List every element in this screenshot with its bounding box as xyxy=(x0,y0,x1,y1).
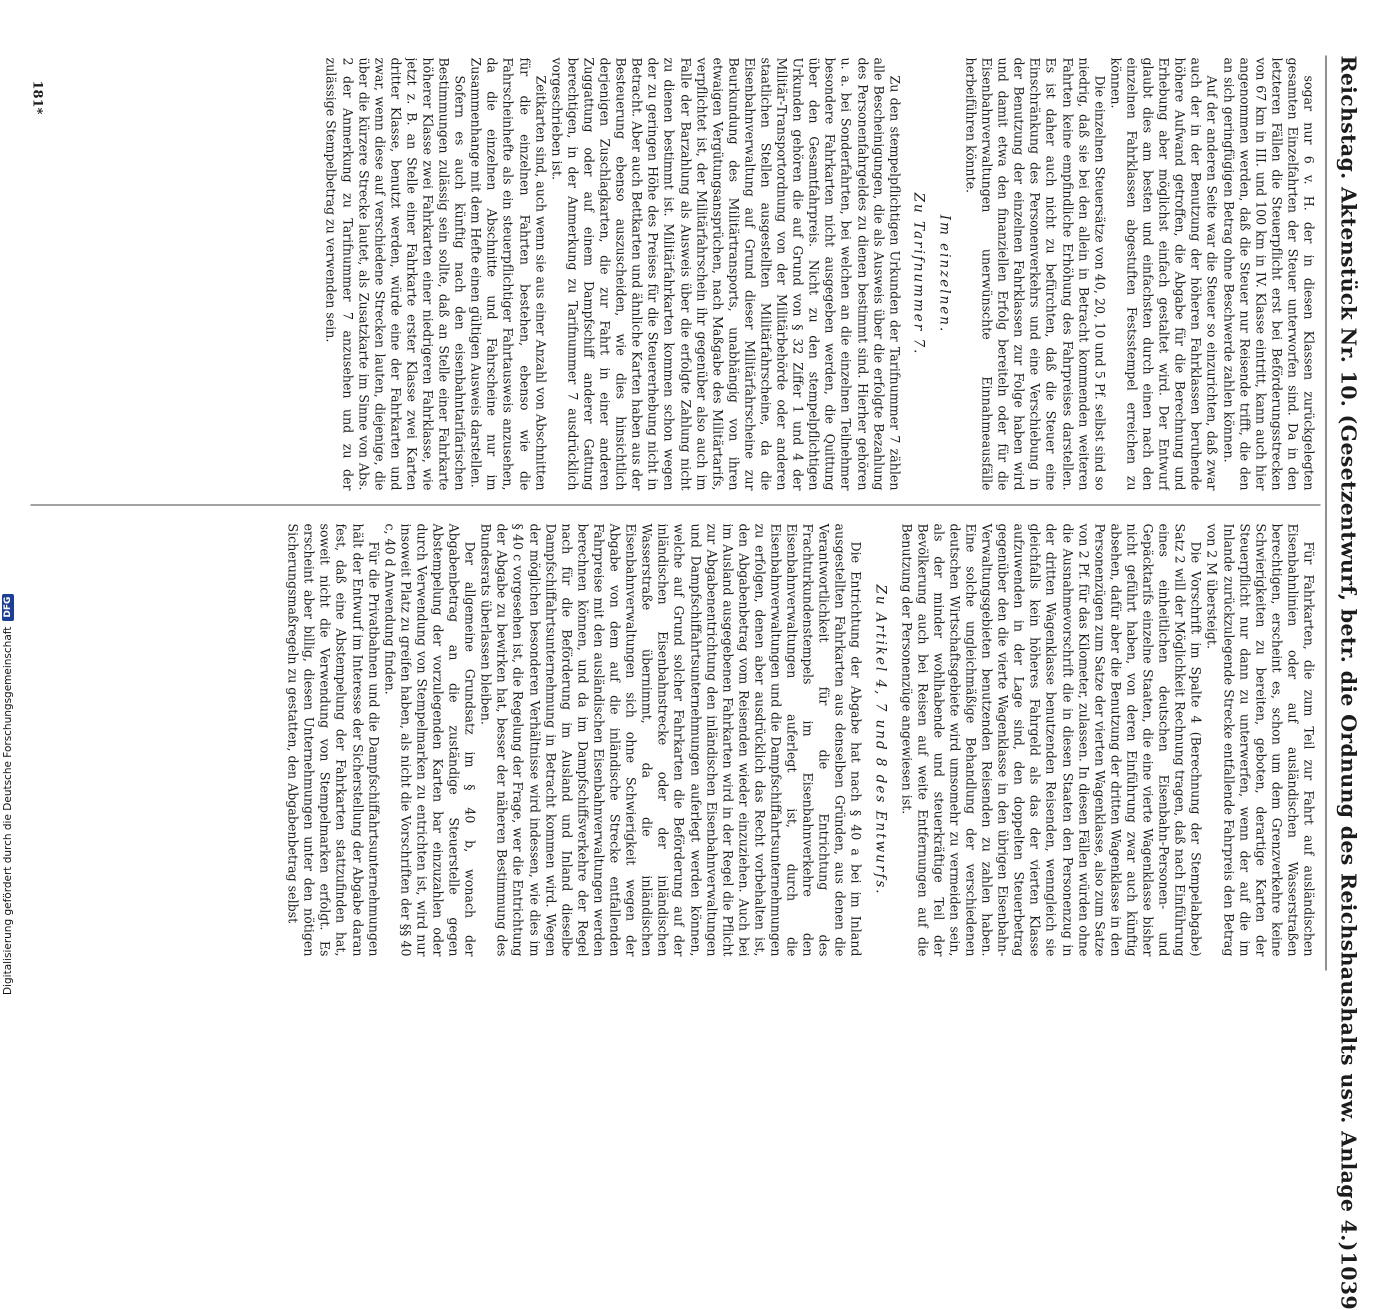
right-column xyxy=(2,524,1317,957)
header-page-number: 1039 xyxy=(1336,1251,1361,1310)
credit-text: Digitalisierung gefördert durch die Deutsche Forschungsgemeinschaft xyxy=(2,626,14,995)
dfg-logo: DFG xyxy=(2,594,14,621)
section-heading: Zu Tarifnummer 7. xyxy=(910,192,927,356)
paragraph: Die Vorschrift im Spalte 4 (Berechnung der Stempelabgabe) Satz 2 will der Möglichkeit Rechnung tragen, daß nach Einführung eines einheitlichen deutschen Eisenbahn-Personen- und Gepäcktarifs einzelne Staaten, die eine vierte Wagenklasse bisher nicht geführt haben, von deren Einführung zwar auch künftig absehen, dafür aber die Benutzung der dritten Wagenklasse in den Personenzügen zum Satze der vierten Wagenklasse, also zum Satze von 2 Pf. für das Kilometer, zulassen. In diesen Fällen würden ohne die Ausnahmevorschrift die in diesen Staaten den Personenzug in der dritten Wagenklasse benutzenden Reisenden, wenngleich sie gleichfalls kein höheres Fahrgeld als das der vierten Klasse aufzuwenden in der Lage sind, den doppelten Steuerbetrag gegenüber den die vierte Wagenklasse in den übrigen Eisenbahn-Verwaltungsgebieten benutzenden Reisenden zu zahlen haben. Eine solche ungleichmäßige Behandlung der verschiedenen deutschen Wirtschaftsgebiete wird umsomehr zu vermeiden sein, als der minder wohlhabende und steuerkräftige Teil der Bevölkerung auch bei Reisen auf weite Entfernungen auf die Benutzung der Personenzüge angewiesen ist. xyxy=(899,523,1204,957)
paragraph: Der allgemeine Grundsatz im § 40 b, wonach der Abgabenbetrag an die zuständige Steuerstelle gegen Abstempelung der vorzulegenden Karten bar einzuzahlen oder durch Verwendung von Stempelmarken zu entrichten ist, wird nur insoweit Platz zu greifen haben, als nicht die Vorschriften der §§ 40 c, 40 d Anwendung finden. xyxy=(382,523,478,957)
page-header xyxy=(1331,55,1361,1310)
paragraph: Zu den stempelpflichtigen Urkunden der Tarifnummer 7 zählen alle Bescheinigungen, die als Ausweis über die erfolgte Bezahlung des Personenfahrgeldes zu dienen bestimmt sind. Hierher gehören u. a. bei Sonderfahrten, bei welchen an die einzelnen Teilnehmer besondere Fahrkarten nicht ausgegeben werden, die Quittung über den Gesamtfahrpreis. Nicht zu den stempelpflichtigen Urkunden gehören die auf Grund von § 32 Ziffer 1 und 4 der Militär-Transportordnung von der Militärbehörde oder anderen staatlichen Stellen ausgestellten Militärfahrscheine, da die Eisenbahnverwaltung auf Grund dieser Militärfahrscheine zur Beurkundung des Militärtransports, unabhängig von ihren etwaigen Vergütungsansprüchen, nach Maßgabe des Militärtarifs, verpflichtet ist, der Militärfahrschein ihr gegenüber also auch im Falle der Barzahlung als Ausweis über die erfolgte Zahlung nicht zu dienen bestimmt ist. Militärfahrkarten kommen schon wegen der zu geringen Höhe des Preises für die Steuererhebung nicht in Betracht. Aber auch Bettkarten und ähnliche Karten haben aus der Besteuerung ebenso auszuscheiden, wie dies hinsichtlich derjenigen Zuschlagkarten, die zur Fahrt in einer anderen Zuggattung oder auf einem Dampfschiff anderer Gattung berechtigen, in der Anmerkung zu Tarifnummer 7 ausdrücklich vorgeschrieben ist. xyxy=(549,57,903,491)
paragraph: Zeitkarten sind, auch wenn sie aus einer Anzahl von Abschnitten für die einzelnen Fahrten bestehen, ebenso wie die Fahrscheinhefte als ein steuerpflichtiger Fahrtausweis anzusehen, da die einzelnen Abschnitte und Fahrscheine nur im Zusammenhange mit dem Hefte einen gültigen Ausweis darstellen. xyxy=(468,57,549,491)
paragraph: sogar nur 6 v. H. der in diesen Klassen zurückgelegten gesamten Einzelfahrten der Steuer unterworfen sind. Da in den letzteren Fällen die Steuerpflicht erst bei Beförderungsstrecken von 67 km in III. und 100 km in IV. Klasse eintritt, kann auch hier angenommen werden, daß die Steuer nur Reisende trifft, die den an sich geringfügigen Betrag ohne Beschwerde zahlen können. xyxy=(1221,57,1317,491)
column-divider xyxy=(31,505,1321,506)
header-rule xyxy=(1326,56,1327,971)
paragraph: Die einzelnen Steuersätze von 40, 20, 10 und 5 Pf. selbst sind so niedrig, daß sie bei den allein in Betracht kommenden weiteren Fahrten keine empfindliche Erhöhung des Fahrpreises darstellen. Es ist daher auch nicht zu befürchten, daß die Steuer eine Einschränkung des Personenverkehrs und eine Verschiebung in der Benutzung der einzelnen Fahrklassen zur Folge haben wird und damit etwa den finanziellen Erfolg bereiteln oder für die Eisenbahnverwaltungen unerwünschte Einnahmeausfälle herbeiführen könnte. xyxy=(963,57,1108,491)
digitization-credit xyxy=(2,594,14,995)
left-column xyxy=(17,58,1317,491)
paragraph: Die Entrichtung der Abgabe hat nach § 40 a bei im Inland ausgestellten Fahrkarten aus denselben Gründen, aus denen die Verantwortlichkeit für die Entrichtung des Frachturkundenstempels im Eisenbahnverkehre den Eisenbahnverwaltungen auferlegt ist, durch die Eisenbahnverwaltungen und die Dampfschiffahrtsunternehmungen zu erfolgen, denen aber ausdrücklich das Recht vorbehalten ist, den Abgabenbetrag vom Reisenden wieder einzuziehen. Auch bei im Ausland ausgegebenen Fahrkarten wird in der Regel die Pflicht zur Abgabenentrichtung den inländischen Eisenbahnverwaltungen und Dampfschiffahrtsunternehmungen auferlegt werden können, welche auf Grund solcher Fahrkarten die Beförderung auf der inländischen Eisenbahnstrecke oder der inländischen Wasserstraße übernimmt, da die inländischen Eisenbahnverwaltungen sich ohne Schwierigkeit wegen der Abgabe von dem auf die inländische Strecke entfallenden Fahrpreise mit den ausländischen Eisenbahnverwaltungen werden berechnen können, und da im Dampfschiffsverkehre der Regel nach für die Beförderung im Ausland und Inland dieselbe Dampfschiffahrtsunternehmung in Betracht kommen wird. Wegen der möglichen besonderen Verhältnisse wird indessen, wie dies im § 40 c vorgesehen ist, die Regelung der Frage, wer die Entrichtung der Abgabe zu bewirken hat, besser der näheren Bestimmung des Bundesrats überlassen bleiben. xyxy=(478,523,864,957)
section-heading: Im einzelnen. xyxy=(936,214,953,334)
paragraph: Für die Privatbahnen und die Dampfschiffahrtsunternehmungen hält der Entwurf im Interesse der Sicherstellung der Abgabe daran fest, daß eine Abstempelung der Fahrkarten stattzufinden hat, soweit nicht die Verwendung von Stempelmarken erfolgt. Es erscheint aber billig, diesen Unternehmungen unter den nötigen Sicherungsmaßregeln zu gestatten, den Abgabenbetrag selbst xyxy=(285,523,382,957)
paragraph: Für Fahrkarten, die zum Teil zur Fahrt auf ausländischen Eisenbahnlinien oder auf ausländischen Wasserstraßen berechtigen, erscheint es, schon um dem Grenzverkehre keine Schwierigkeiten zu bereiten, geboten, derartige Karten der Steuerpflicht nur dann zu unterwerfen, wenn der auf die im Inlande zurückzulegende Strecke entfallende Fahrpreis den Betrag von 2 M übersteigt. xyxy=(1204,523,1317,957)
scanned-document-page xyxy=(0,1,1383,1310)
header-title: Reichstag. Aktenstück Nr. 10. (Gesetzentwurf, betr. die Ordnung des Reichshaushalts usw. Anlage 4.) xyxy=(1336,55,1361,1252)
paragraph: Sofern es auch künftig nach den eisenbahntarifarischen Bestimmungen zulässig sein sollte, daß an Stelle einer Fahrkarte höherer Klasse zwei Fahrkarten einer niedrigeren Fahrklasse, wie jetzt z. B. an Stelle einer Fahrkarte erster Klasse zwei Karten dritter Klasse, benutzt werden, würde eine der Fahrkarten und zwar, wenn diese auf verschiedene Strecken lauten, diejenige, die über die kürzere Strecke lautet, als Zusatzkarte im Sinne von Abs. 2 der Anmerkung zu Tarifnummer 7 anzusehen und zu der zulässige Stempelbetrag zu verwenden sein. xyxy=(323,57,468,491)
section-heading: Zu Artikel 4, 7 und 8 des Entwurfs. xyxy=(872,584,889,896)
signature-mark: 181* xyxy=(29,80,45,115)
paragraph: Auf der anderen Seite war die Steuer so einzurichten, daß zwar auch der in der Benutzung der höheren Fahrklassen beruhende höhere Aufwand getroffen, die Abgabe für die Berechnung und Erhebung aber möglichst einfach gestaltet wird. Der Entwurf glaubt dies am besten und einfachsten durch einen nach den einzelnen Fahrklassen abgestuften Festsstempel erreichen zu können. xyxy=(1108,57,1220,491)
